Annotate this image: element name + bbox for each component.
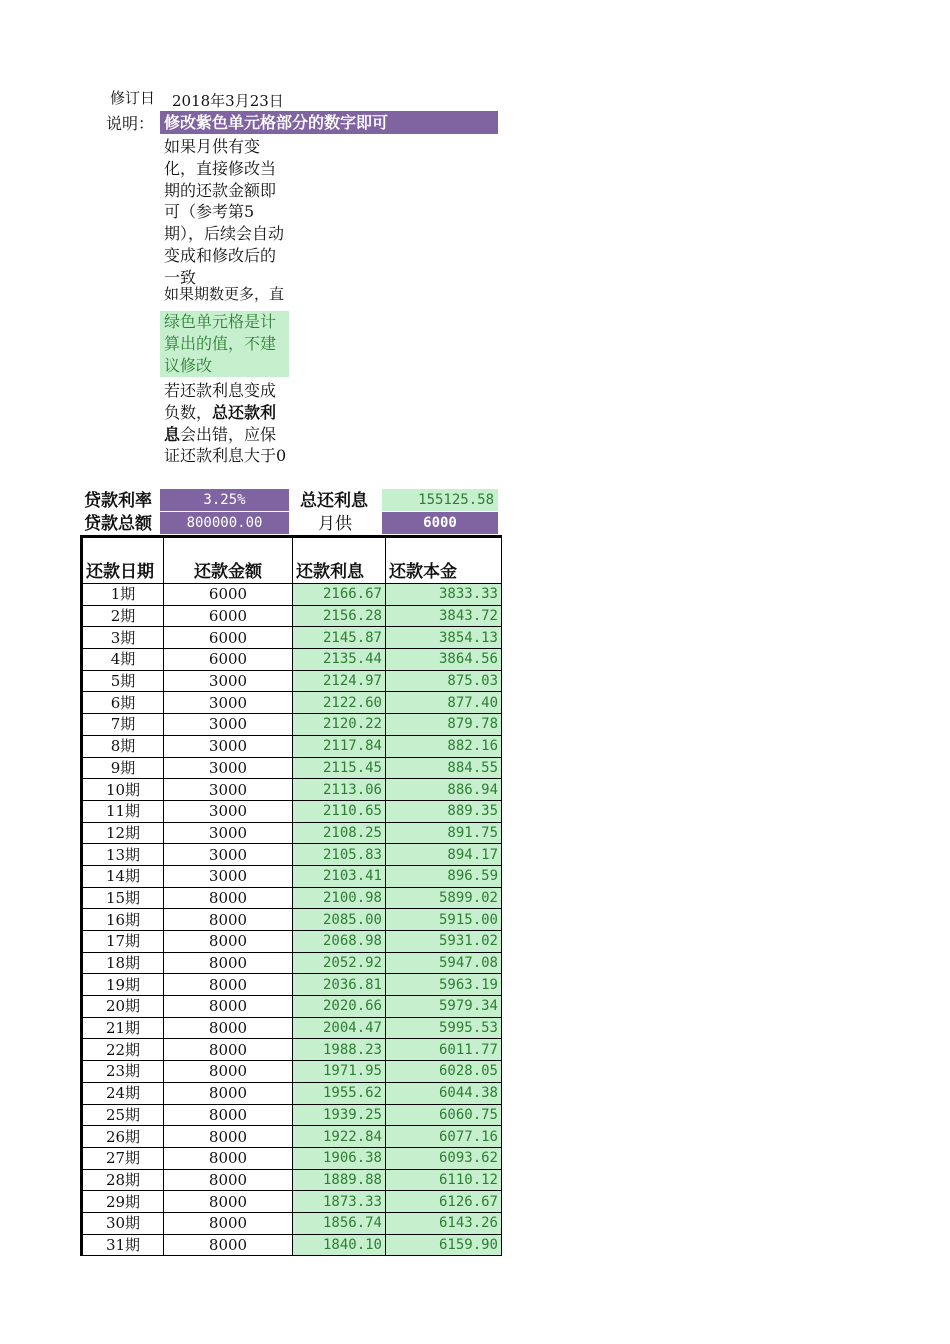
monthly-input[interactable]: 6000 <box>382 512 498 534</box>
cell-amount[interactable]: 8000 <box>164 1147 293 1169</box>
cell-principal: 6143.26 <box>386 1212 502 1234</box>
cell-principal: 889.35 <box>386 800 502 822</box>
cell-amount[interactable]: 8000 <box>164 1039 293 1061</box>
cell-interest: 2085.00 <box>293 909 386 931</box>
cell-principal: 5995.53 <box>386 1017 502 1039</box>
cell-principal: 5963.19 <box>386 974 502 996</box>
cell-period: 15期 <box>82 887 164 909</box>
cell-amount[interactable]: 3000 <box>164 800 293 822</box>
cell-period: 17期 <box>82 931 164 953</box>
cell-period: 18期 <box>82 952 164 974</box>
cell-period: 21期 <box>82 1017 164 1039</box>
cell-amount[interactable]: 8000 <box>164 952 293 974</box>
cell-interest: 2004.47 <box>293 1017 386 1039</box>
cell-principal: 5947.08 <box>386 952 502 974</box>
cell-principal: 879.78 <box>386 714 502 736</box>
cell-interest: 2122.60 <box>293 692 386 714</box>
cell-amount[interactable]: 8000 <box>164 974 293 996</box>
table-row <box>82 1126 502 1148</box>
cell-interest: 2117.84 <box>293 735 386 757</box>
cell-period: 29期 <box>82 1191 164 1213</box>
cell-principal: 877.40 <box>386 692 502 714</box>
table-row <box>82 757 502 779</box>
note-more-periods <box>164 285 289 303</box>
note-monthly-change: 如果月供有变化，直接修改当期的还款金额即可（参考第5期），后续会自动变成和修改后的一致 <box>164 137 285 287</box>
cell-interest: 2036.81 <box>293 974 386 996</box>
table-row <box>82 692 502 714</box>
cell-principal: 3854.13 <box>386 627 502 649</box>
cell-amount[interactable]: 3000 <box>164 822 293 844</box>
cell-period: 14期 <box>82 865 164 887</box>
cell-interest: 1906.38 <box>293 1147 386 1169</box>
cell-period: 28期 <box>82 1169 164 1191</box>
total-interest-value: 155125.58 <box>382 489 498 511</box>
table-row <box>82 909 502 931</box>
cell-period: 6期 <box>82 692 164 714</box>
table-row <box>82 1169 502 1191</box>
cell-period: 7期 <box>82 714 164 736</box>
cell-principal: 6044.38 <box>386 1082 502 1104</box>
total-interest-label: 总还利息 <box>300 491 368 511</box>
cell-period: 12期 <box>82 822 164 844</box>
cell-amount[interactable]: 3000 <box>164 757 293 779</box>
cell-amount[interactable]: 3000 <box>164 670 293 692</box>
cell-interest: 1939.25 <box>293 1104 386 1126</box>
table-row <box>82 887 502 909</box>
loan-label: 贷款总额 <box>84 514 152 534</box>
cell-amount[interactable]: 8000 <box>164 887 293 909</box>
cell-interest: 2068.98 <box>293 931 386 953</box>
header-amount: 还款金额 <box>164 537 293 584</box>
cell-amount[interactable]: 6000 <box>164 584 293 606</box>
cell-principal: 894.17 <box>386 844 502 866</box>
table-row <box>82 670 502 692</box>
cell-principal: 6077.16 <box>386 1126 502 1148</box>
cell-principal: 6126.67 <box>386 1191 502 1213</box>
note-negative-interest-bold: 总还款利息 <box>164 402 277 444</box>
cell-interest: 2145.87 <box>293 627 386 649</box>
table-row <box>82 1039 502 1061</box>
cell-interest: 1971.95 <box>293 1061 386 1083</box>
cell-principal: 6110.12 <box>386 1169 502 1191</box>
cell-period: 30期 <box>82 1212 164 1234</box>
cell-amount[interactable]: 3000 <box>164 865 293 887</box>
cell-interest: 2124.97 <box>293 670 386 692</box>
cell-amount[interactable]: 6000 <box>164 649 293 671</box>
cell-amount[interactable]: 8000 <box>164 1169 293 1191</box>
cell-period: 10期 <box>82 779 164 801</box>
cell-amount[interactable]: 3000 <box>164 692 293 714</box>
cell-amount[interactable]: 8000 <box>164 931 293 953</box>
cell-period: 26期 <box>82 1126 164 1148</box>
cell-interest: 2113.06 <box>293 779 386 801</box>
revision-label: 修订日 <box>110 89 156 107</box>
note-more-periods-text: 如果期数更多，直 <box>164 285 285 303</box>
cell-principal: 891.75 <box>386 822 502 844</box>
cell-amount[interactable]: 8000 <box>164 1234 293 1256</box>
cell-interest: 2108.25 <box>293 822 386 844</box>
cell-interest: 2100.98 <box>293 887 386 909</box>
cell-period: 13期 <box>82 844 164 866</box>
table-row <box>82 584 502 606</box>
cell-principal: 882.16 <box>386 735 502 757</box>
description-highlight[interactable]: 修改紫色单元格部分的数字即可 <box>160 111 498 134</box>
cell-period: 8期 <box>82 735 164 757</box>
cell-interest: 2115.45 <box>293 757 386 779</box>
rate-input[interactable]: 3.25% <box>160 489 289 511</box>
table-row <box>82 800 502 822</box>
cell-interest: 2110.65 <box>293 800 386 822</box>
cell-period: 1期 <box>82 584 164 606</box>
table-row <box>82 931 502 953</box>
cell-amount[interactable]: 8000 <box>164 1126 293 1148</box>
note-negative-interest <box>164 380 289 488</box>
cell-principal: 5931.02 <box>386 931 502 953</box>
cell-principal: 6093.62 <box>386 1147 502 1169</box>
cell-period: 31期 <box>82 1234 164 1256</box>
cell-interest: 2020.66 <box>293 996 386 1018</box>
table-header-row <box>82 537 502 584</box>
cell-principal: 3843.72 <box>386 605 502 627</box>
table-row <box>82 996 502 1018</box>
rate-label: 贷款利率 <box>84 491 152 511</box>
cell-period: 11期 <box>82 800 164 822</box>
note-green-cells: 绿色单元格是计算出的值，不建议修改 <box>160 311 289 377</box>
cell-period: 2期 <box>82 605 164 627</box>
table-row <box>82 605 502 627</box>
cell-amount[interactable]: 8000 <box>164 996 293 1018</box>
revision-date[interactable]: 2018年3月23日 <box>172 92 284 110</box>
cell-amount[interactable]: 6000 <box>164 605 293 627</box>
cell-period: 3期 <box>82 627 164 649</box>
cell-period: 27期 <box>82 1147 164 1169</box>
cell-principal: 6159.90 <box>386 1234 502 1256</box>
cell-period: 25期 <box>82 1104 164 1126</box>
cell-interest: 1840.10 <box>293 1234 386 1256</box>
cell-period: 20期 <box>82 996 164 1018</box>
table-row <box>82 649 502 671</box>
table-row <box>82 1212 502 1234</box>
table-row <box>82 735 502 757</box>
table-row <box>82 1061 502 1083</box>
cell-principal: 3864.56 <box>386 649 502 671</box>
header-date: 还款日期 <box>82 537 164 584</box>
cell-interest: 2156.28 <box>293 605 386 627</box>
table-row <box>82 1191 502 1213</box>
header-principal: 还款本金 <box>386 537 502 584</box>
cell-period: 22期 <box>82 1039 164 1061</box>
table-row <box>82 1082 502 1104</box>
cell-amount[interactable]: 8000 <box>164 1212 293 1234</box>
cell-interest: 1873.33 <box>293 1191 386 1213</box>
table-row <box>82 974 502 996</box>
cell-interest: 1856.74 <box>293 1212 386 1234</box>
cell-amount[interactable]: 3000 <box>164 844 293 866</box>
cell-principal: 5979.34 <box>386 996 502 1018</box>
monthly-label: 月供 <box>318 514 352 534</box>
cell-period: 4期 <box>82 649 164 671</box>
cell-interest: 2135.44 <box>293 649 386 671</box>
table-row <box>82 627 502 649</box>
cell-principal: 3833.33 <box>386 584 502 606</box>
cell-interest: 2166.67 <box>293 584 386 606</box>
cell-amount[interactable]: 8000 <box>164 1061 293 1083</box>
cell-amount[interactable]: 3000 <box>164 779 293 801</box>
cell-period: 9期 <box>82 757 164 779</box>
cell-period: 16期 <box>82 909 164 931</box>
cell-amount[interactable]: 8000 <box>164 1104 293 1126</box>
cell-period: 23期 <box>82 1061 164 1083</box>
note-negative-interest-b: 会出错，应保证还款利息大于0 <box>164 424 287 466</box>
cell-interest: 1955.62 <box>293 1082 386 1104</box>
table-row <box>82 714 502 736</box>
cell-amount[interactable]: 8000 <box>164 1017 293 1039</box>
table-row <box>82 822 502 844</box>
table-row <box>82 1147 502 1169</box>
table-row <box>82 1017 502 1039</box>
cell-amount[interactable]: 3000 <box>164 735 293 757</box>
cell-amount[interactable]: 3000 <box>164 714 293 736</box>
cell-principal: 5899.02 <box>386 887 502 909</box>
table-row <box>82 952 502 974</box>
cell-interest: 2105.83 <box>293 844 386 866</box>
cell-amount[interactable]: 8000 <box>164 1191 293 1213</box>
cell-principal: 6011.77 <box>386 1039 502 1061</box>
cell-interest: 2052.92 <box>293 952 386 974</box>
cell-principal: 896.59 <box>386 865 502 887</box>
cell-interest: 1988.23 <box>293 1039 386 1061</box>
cell-interest: 2120.22 <box>293 714 386 736</box>
table-row <box>82 865 502 887</box>
cell-principal: 6060.75 <box>386 1104 502 1126</box>
cell-principal: 886.94 <box>386 779 502 801</box>
cell-interest: 2103.41 <box>293 865 386 887</box>
cell-principal: 884.55 <box>386 757 502 779</box>
cell-principal: 6028.05 <box>386 1061 502 1083</box>
cell-principal: 5915.00 <box>386 909 502 931</box>
table-body <box>82 584 502 1256</box>
table-row <box>82 779 502 801</box>
cell-interest: 1922.84 <box>293 1126 386 1148</box>
table-row <box>82 1104 502 1126</box>
repayment-table <box>80 535 502 1256</box>
cell-period: 24期 <box>82 1082 164 1104</box>
table-row <box>82 1234 502 1256</box>
description-label: 说明： <box>106 114 155 133</box>
loan-input[interactable]: 800000.00 <box>160 512 289 534</box>
table-row <box>82 844 502 866</box>
cell-amount[interactable]: 6000 <box>164 627 293 649</box>
cell-amount[interactable]: 8000 <box>164 909 293 931</box>
header-interest: 还款利息 <box>293 537 386 584</box>
cell-period: 19期 <box>82 974 164 996</box>
cell-amount[interactable]: 8000 <box>164 1082 293 1104</box>
cell-principal: 875.03 <box>386 670 502 692</box>
cell-period: 5期 <box>82 670 164 692</box>
note-negative-interest-a: 若还款利息变成负数， <box>164 381 277 422</box>
cell-interest: 1889.88 <box>293 1169 386 1191</box>
